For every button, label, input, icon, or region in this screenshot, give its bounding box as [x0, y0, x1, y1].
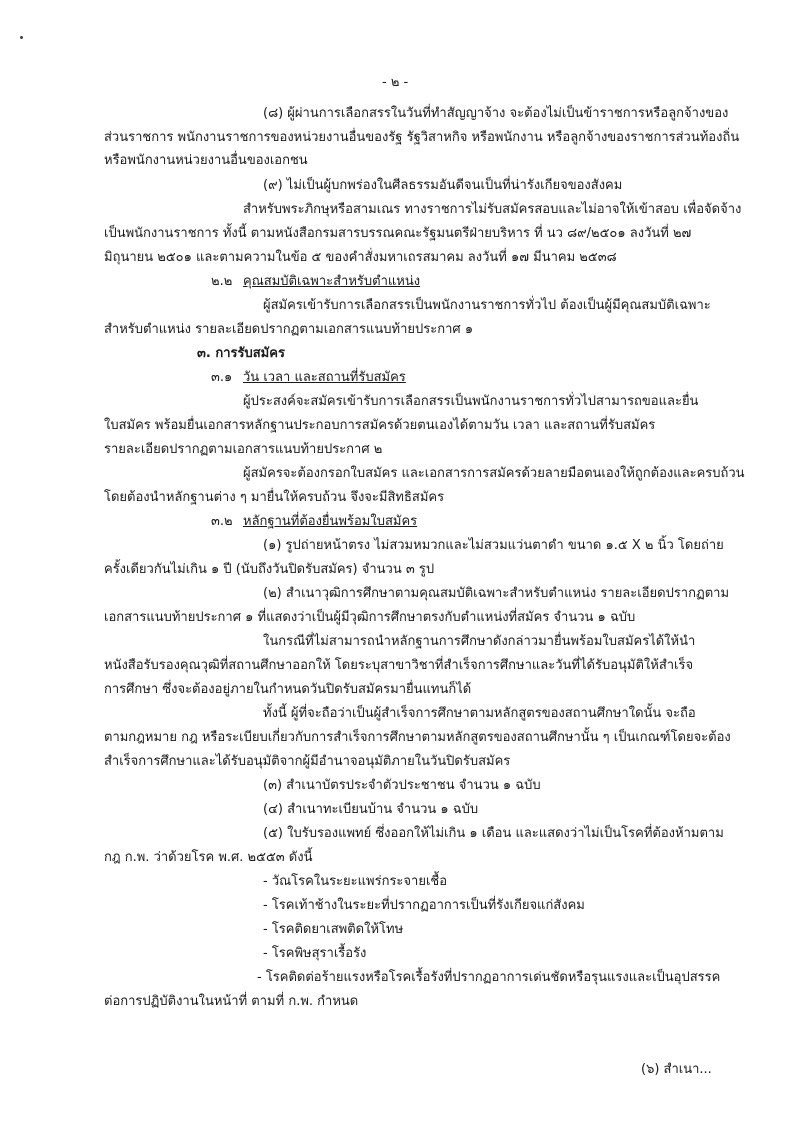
- text-line: สำหรับตำแหน่ง รายละเอียดปรากฏตามเอกสารแนบท้ายประกาศ ๑: [104, 322, 474, 337]
- text-line: เป็นพนักงานราชการ ทั้งนี้ ตามหนังสือกรมสารบรรณคณะรัฐมนตรีฝ่ายบริหาร ที่ นว ๘๙/๒๕๐๑ ลงวันที่ ๒๗: [104, 226, 692, 241]
- scan-speck: [20, 36, 23, 39]
- text-line: การศึกษา ซึ่งจะต้องอยู่ภายในกำหนดวันปิดรับสมัครมายื่นแทนก็ได้: [104, 682, 472, 697]
- text-line: มิถุนายน ๒๕๐๑ และตามความในข้อ ๕ ของคำสั่งมหาเถรสมาคม ลงวันที่ ๑๗ มีนาคม ๒๕๓๘: [104, 250, 617, 265]
- text-line: หนังสือรับรองคุณวุฒิที่สถานศึกษาออกให้ โดยระบุสาขาวิชาที่สำเร็จการศึกษาและวันที่ได้รับอนุมัติให้สำเร็จ: [104, 658, 694, 673]
- text-line: สำเร็จการศึกษาและได้รับอนุมัติจากผู้มีอำนาจอนุมัติภายในวันปิดรับสมัคร: [104, 754, 511, 769]
- text-line: (๙) ไม่เป็นผู้บกพร่องในศีลธรรมอันดีจนเป็นที่น่ารังเกียจของสังคม: [263, 178, 623, 193]
- continuation-text: (๖) สำเนา...: [641, 1062, 712, 1077]
- text-line: หรือพนักงานหน่วยงานอื่นของเอกชน: [104, 153, 308, 168]
- text-line: กฎ ก.พ. ว่าด้วยโรค พ.ศ. ๒๕๕๓ ดังนี้: [104, 850, 313, 865]
- text-line: ผู้สมัครเข้ารับการเลือกสรรเป็นพนักงานราชการทั่วไป ต้องเป็นผู้มีคุณสมบัติเฉพาะ: [263, 298, 711, 313]
- text-line: (๒) สำเนาวุฒิการศึกษาตามคุณสมบัติเฉพาะสำหรับตำแหน่ง รายละเอียดปรากฏตาม: [263, 586, 730, 601]
- text-line: ผู้สมัครจะต้องกรอกใบสมัคร และเอกสารการสมัครด้วยลายมือตนเองให้ถูกต้องและครบถ้วน: [243, 466, 745, 481]
- section-heading: หลักฐานที่ต้องยื่นพร้อมใบสมัคร: [243, 514, 418, 529]
- text-line: ผู้ประสงค์จะสมัครเข้ารับการเลือกสรรเป็นพนักงานราชการทั่วไปสามารถขอและยื่น: [243, 394, 699, 409]
- list-item: - วัณโรคในระยะแพร่กระจายเชื้อ: [263, 874, 448, 889]
- text-line: ต่อการปฏิบัติงานในหน้าที่ ตามที่ ก.พ. กำหนด: [104, 994, 359, 1009]
- text-line: (๓) สำเนาบัตรประจำตัวประชาชน จำนวน ๑ ฉบับ: [263, 778, 541, 793]
- text-line: ตามกฎหมาย กฎ หรือระเบียบเกี่ยวกับการสำเร็จการศึกษาตามหลักสูตรของสถานศึกษานั้น ๆ เป็นเกณฑ์โดยจะต้อง: [104, 730, 731, 745]
- list-item: - โรคติดยาเสพติดให้โทษ: [263, 922, 404, 937]
- text-line: (๕) ใบรับรองแพทย์ ซึ่งออกให้ไม่เกิน ๑ เดือน และแสดงว่าไม่เป็นโรคที่ต้องห้ามตาม: [263, 826, 724, 841]
- text-line: โดยต้องนำหลักฐานต่าง ๆ มายื่นให้ครบถ้วน จึงจะมีสิทธิสมัคร: [104, 490, 445, 505]
- text-line: (๘) ผู้ผ่านการเลือกสรรในวันที่ทำสัญญาจ้าง จะต้องไม่เป็นข้าราชการหรือลูกจ้างของ: [263, 106, 729, 121]
- section-number: ๓.๒: [211, 514, 233, 529]
- section-heading: คุณสมบัติเฉพาะสำหรับตำแหน่ง: [243, 274, 421, 289]
- section-heading: ๓. การรับสมัคร: [197, 346, 285, 361]
- text-line: ในกรณีที่ไม่สามารถนำหลักฐานการศึกษาดังกล่าวมายื่นพร้อมใบสมัครได้ให้นำ: [263, 634, 696, 649]
- text-line: สำหรับพระภิกษุหรือสามเณร ทางราชการไม่รับสมัครสอบและไม่อาจให้เข้าสอบ เพื่อจัดจ้าง: [243, 202, 742, 217]
- text-line: ใบสมัคร พร้อมยื่นเอกสารหลักฐานประกอบการสมัครด้วยตนเองได้ตามวัน เวลา และสถานที่รับสมัคร: [104, 418, 656, 433]
- text-line: ส่วนราชการ พนักงานราชการของหน่วยงานอื่นของรัฐ รัฐวิสาหกิจ หรือพนักงาน หรือลูกจ้างของราชการส่วนท้องถิ่น: [104, 130, 740, 145]
- section-heading: วัน เวลา และสถานที่รับสมัคร: [243, 370, 406, 385]
- list-item: - โรคพิษสุราเรื้อรัง: [263, 946, 367, 961]
- text-line: (๔) สำเนาทะเบียนบ้าน จำนวน ๑ ฉบับ: [263, 802, 479, 817]
- list-item: - โรคติดต่อร้ายแรงหรือโรคเรื้อรังที่ปรากฏอาการเด่นชัดหรือรุนแรงและเป็นอุปสรรค: [257, 970, 721, 985]
- text-line: เอกสารแนบท้ายประกาศ ๑ ที่แสดงว่าเป็นผู้มีวุฒิการศึกษาตรงกับตำแหน่งที่สมัคร จำนวน ๑ ฉบับ: [104, 610, 636, 625]
- text-line: ทั้งนี้ ผู้ที่จะถือว่าเป็นผู้สำเร็จการศึกษาตามหลักสูตรของสถานศึกษาใดนั้น จะถือ: [263, 706, 696, 721]
- page-number: - ๒ -: [382, 75, 409, 90]
- section-number: ๒.๒: [211, 274, 233, 289]
- text-line: ครั้งเดียวกันไม่เกิน ๑ ปี (นับถึงวันปิดรับสมัคร) จำนวน ๓ รูป: [104, 562, 435, 577]
- text-line: (๑) รูปถ่ายหน้าตรง ไม่สวมหมวกและไม่สวมแว่นตาดำ ขนาด ๑.๕ X ๒ นิ้ว โดยถ่าย: [263, 538, 724, 553]
- list-item: - โรคเท้าช้างในระยะที่ปรากฏอาการเป็นที่รังเกียจแก่สังคม: [263, 898, 585, 913]
- text-line: รายละเอียดปรากฏตามเอกสารแนบท้ายประกาศ ๒: [104, 442, 383, 457]
- section-number: ๓.๑: [211, 370, 233, 385]
